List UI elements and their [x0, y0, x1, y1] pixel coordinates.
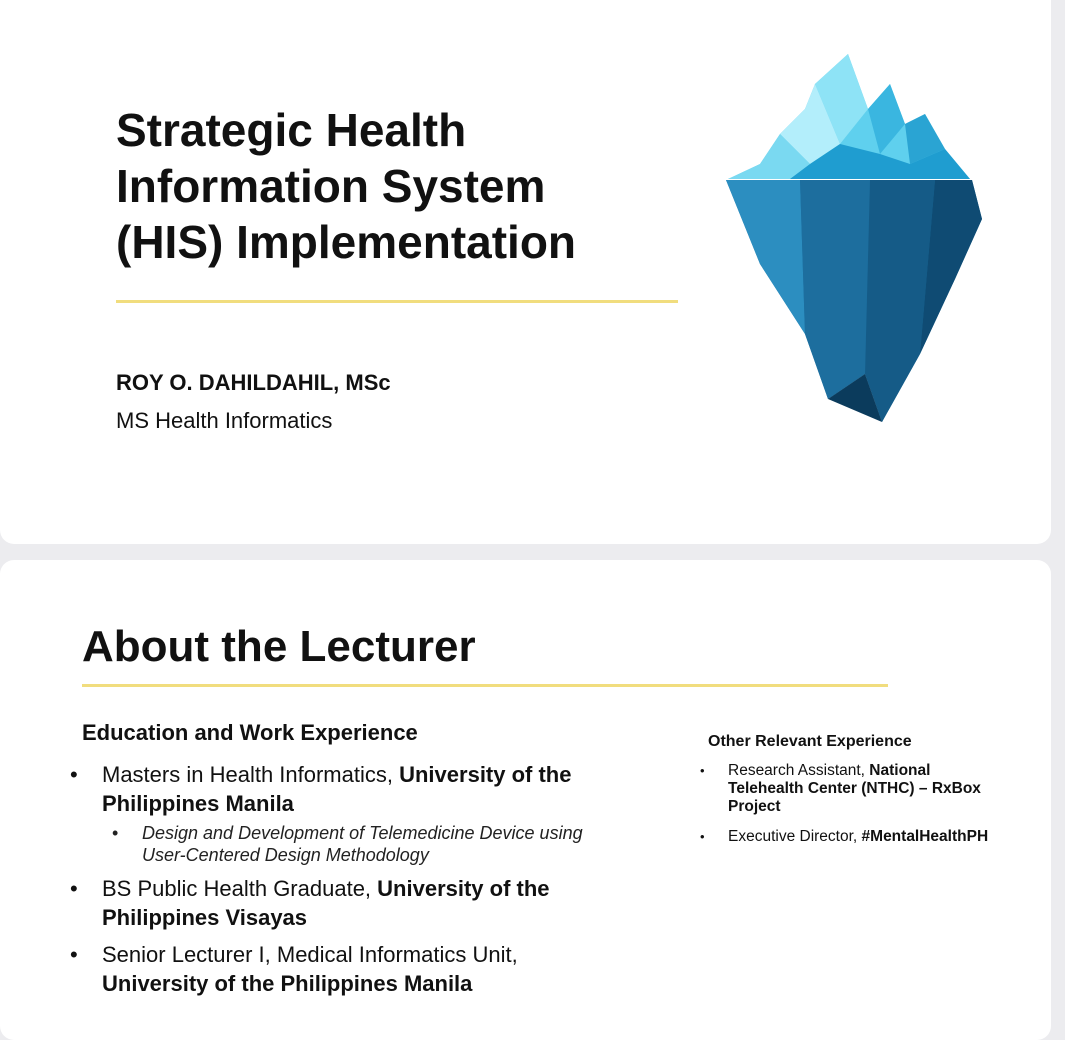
item-text: Research Assistant,: [728, 762, 870, 779]
bullet: •: [700, 829, 705, 844]
item-text: Masters in Health Informatics,: [102, 762, 400, 787]
iceberg-illustration: [720, 54, 990, 434]
list-item: [700, 828, 1000, 846]
list-item: [700, 762, 1000, 816]
education-list: [70, 760, 630, 1006]
slide-heading: About the Lecturer: [82, 622, 476, 671]
item-text: BS Public Health Graduate,: [102, 876, 378, 901]
heading-divider: [82, 684, 888, 687]
education-section-title: Education and Work Experience: [82, 720, 418, 745]
author-name: ROY O. DAHILDAHIL, MSc: [116, 370, 391, 395]
other-experience-list: [700, 762, 1000, 858]
item-text: Senior Lecturer I, Medical Informatics Unit,: [102, 942, 518, 967]
lecturer-slide: [0, 560, 1051, 1040]
item-institution: University of the Philippines Visayas: [102, 876, 550, 930]
item-text: Executive Director,: [728, 828, 862, 845]
sub-list-item: [102, 822, 630, 866]
list-item: [70, 940, 630, 998]
bullet: •: [112, 823, 119, 843]
bullet: •: [70, 876, 78, 901]
bullet: •: [70, 942, 78, 967]
author-degree: MS Health Informatics: [116, 408, 333, 433]
bullet: •: [700, 763, 705, 778]
item-organization: National Telehealth Center (NTHC) – RxBox Project: [728, 762, 981, 815]
slide-title: Strategic Health Information System (HIS) Implementation: [116, 104, 577, 268]
list-item: [70, 874, 630, 932]
title-divider: [116, 300, 678, 303]
other-section-title: Other Relevant Experience: [708, 733, 912, 750]
item-institution: University of the Philippines Manila: [102, 971, 473, 996]
item-institution: University of the Philippines Manila: [102, 762, 572, 816]
item-organization: #MentalHealthPH: [861, 828, 989, 845]
list-item: [70, 760, 630, 866]
thesis-title: Design and Development of Telemedicine Device using User-Centered Design Methodology: [142, 823, 583, 865]
bullet: •: [70, 762, 78, 787]
